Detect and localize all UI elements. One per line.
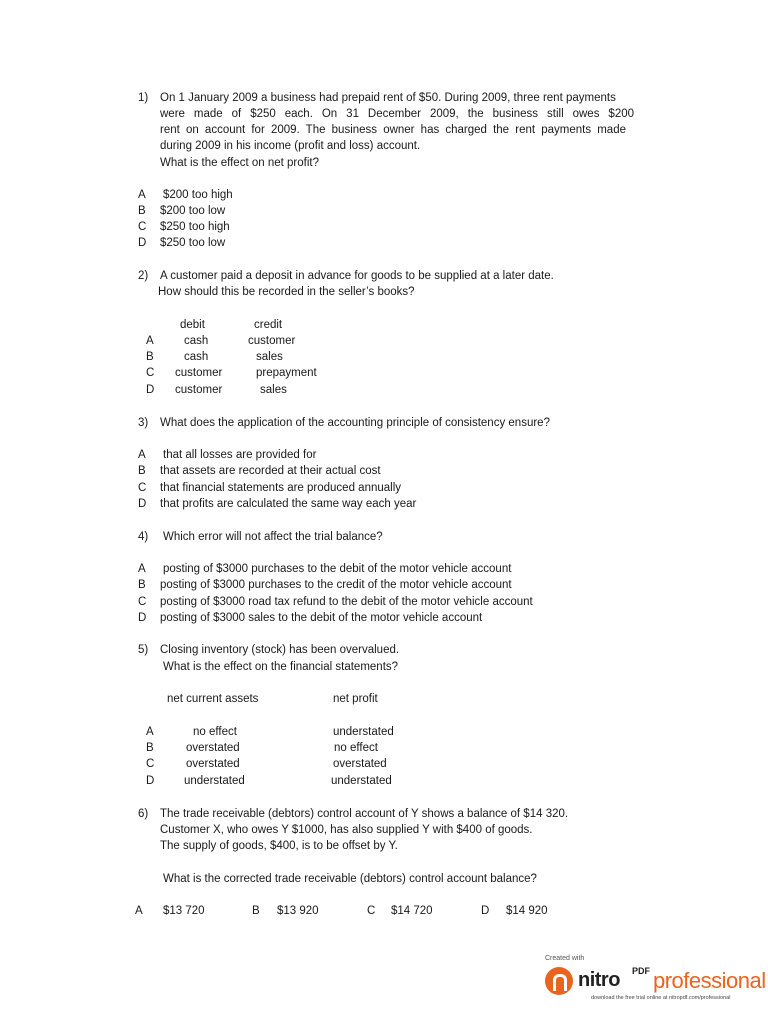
option-letter: B <box>146 351 154 363</box>
np-cell: understated <box>333 726 394 738</box>
question-number: 2) <box>138 270 149 282</box>
question-text-line: The trade receivable (debtors) control account of Y shows a balance of $14 320. <box>160 808 569 820</box>
column-header-net-profit: net profit <box>333 693 378 705</box>
nca-cell: no effect <box>193 726 237 738</box>
question-number: 6) <box>138 808 149 820</box>
credit-cell: prepayment <box>256 367 317 379</box>
question-prompt: What does the application of the accounting principle of consistency ensure? <box>160 417 550 429</box>
question-number: 4) <box>138 531 149 543</box>
option-letter: D <box>138 498 147 510</box>
option-letter: B <box>252 905 260 917</box>
option-text: that profits are calculated the same way each year <box>160 498 417 510</box>
question-number: 5) <box>138 644 149 656</box>
option-letter: D <box>138 237 147 249</box>
question-text-line: On 1 January 2009 a business had prepaid rent of $50. During 2009, three rent payments <box>160 92 616 104</box>
option-text: that financial statements are produced annually <box>160 482 402 494</box>
debit-cell: customer <box>175 367 223 379</box>
question-prompt: How should this be recorded in the seller’s books? <box>158 286 415 298</box>
nca-cell: overstated <box>186 758 240 770</box>
option-letter: D <box>146 775 155 787</box>
option-text: that all losses are provided for <box>163 449 317 461</box>
nca-cell: understated <box>184 775 245 787</box>
option-text: $13 920 <box>277 905 319 917</box>
nitro-pdf-badge <box>545 955 765 1015</box>
np-cell: overstated <box>333 758 387 770</box>
debit-cell: cash <box>184 335 209 347</box>
question-number: 3) <box>138 417 149 429</box>
option-letter: C <box>367 905 376 917</box>
question-prompt: What is the corrected trade receivable (debtors) control account balance? <box>163 873 537 885</box>
np-cell: understated <box>331 775 392 787</box>
option-letter: B <box>146 742 154 754</box>
question-text-line: Customer X, who owes Y $1000, has also supplied Y with $400 of goods. <box>160 824 533 836</box>
nitro-wordmark: nitro <box>578 969 620 991</box>
option-text: posting of $3000 purchases to the debit of the motor vehicle account <box>163 563 512 575</box>
nitro-logo-icon <box>545 967 573 995</box>
download-link-text: download the free trial online at nitropdf.com/professional <box>591 995 731 1001</box>
debit-cell: customer <box>175 384 223 396</box>
question-text-line: were made of $250 each. On 31 December 2009, the business still owes $200 <box>160 108 634 120</box>
question-prompt: Which error will not affect the trial balance? <box>163 531 383 543</box>
pdf-wordmark: PDF <box>632 966 650 976</box>
option-letter: C <box>138 482 147 494</box>
option-letter: A <box>138 189 146 201</box>
question-text-line: rent on account for 2009. The business owner has charged the rent payments made <box>160 124 626 136</box>
question-text-line: Closing inventory (stock) has been overvalued. <box>160 644 400 656</box>
option-letter: A <box>138 449 146 461</box>
option-letter: A <box>146 335 154 347</box>
option-letter: A <box>138 563 146 575</box>
question-text-line: A customer paid a deposit in advance for goods to be supplied at a later date. <box>160 270 554 282</box>
option-text: posting of $3000 purchases to the credit of the motor vehicle account <box>160 579 512 591</box>
option-text: $250 too high <box>160 221 230 233</box>
option-letter: C <box>146 758 155 770</box>
np-cell: no effect <box>334 742 378 754</box>
option-text: $13 720 <box>163 905 205 917</box>
option-letter: B <box>138 205 146 217</box>
option-text: $250 too low <box>160 237 226 249</box>
option-text: posting of $3000 sales to the debit of the motor vehicle account <box>160 612 483 624</box>
option-text: posting of $3000 road tax refund to the debit of the motor vehicle account <box>160 596 533 608</box>
column-header-credit: credit <box>254 319 283 331</box>
option-text: $14 720 <box>391 905 433 917</box>
question-text-line: during 2009 in his income (profit and loss) account. <box>160 140 421 152</box>
question-number: 1) <box>138 92 149 104</box>
option-text: $200 too high <box>163 189 233 201</box>
option-letter: C <box>138 596 147 608</box>
option-letter: A <box>146 726 154 738</box>
created-with-label: Created with <box>545 955 585 962</box>
credit-cell: sales <box>256 351 283 363</box>
column-header-net-current-assets: net current assets <box>167 693 259 705</box>
option-text: $14 920 <box>506 905 548 917</box>
question-prompt: What is the effect on the financial statements? <box>163 661 399 673</box>
option-letter: D <box>481 905 490 917</box>
option-text: that assets are recorded at their actual cost <box>160 465 381 477</box>
option-text: $200 too low <box>160 205 226 217</box>
professional-wordmark: professional <box>653 968 766 993</box>
option-letter: D <box>138 612 147 624</box>
column-header-debit: debit <box>180 319 205 331</box>
option-letter: C <box>146 367 155 379</box>
option-letter: D <box>146 384 155 396</box>
credit-cell: sales <box>260 384 287 396</box>
option-letter: C <box>138 221 147 233</box>
option-letter: B <box>138 579 146 591</box>
debit-cell: cash <box>184 351 209 363</box>
question-text-line: The supply of goods, $400, is to be offset by Y. <box>160 840 398 852</box>
credit-cell: customer <box>248 335 296 347</box>
question-prompt: What is the effect on net profit? <box>160 157 319 169</box>
option-letter: B <box>138 465 146 477</box>
option-letter: A <box>135 905 143 917</box>
nca-cell: overstated <box>186 742 240 754</box>
